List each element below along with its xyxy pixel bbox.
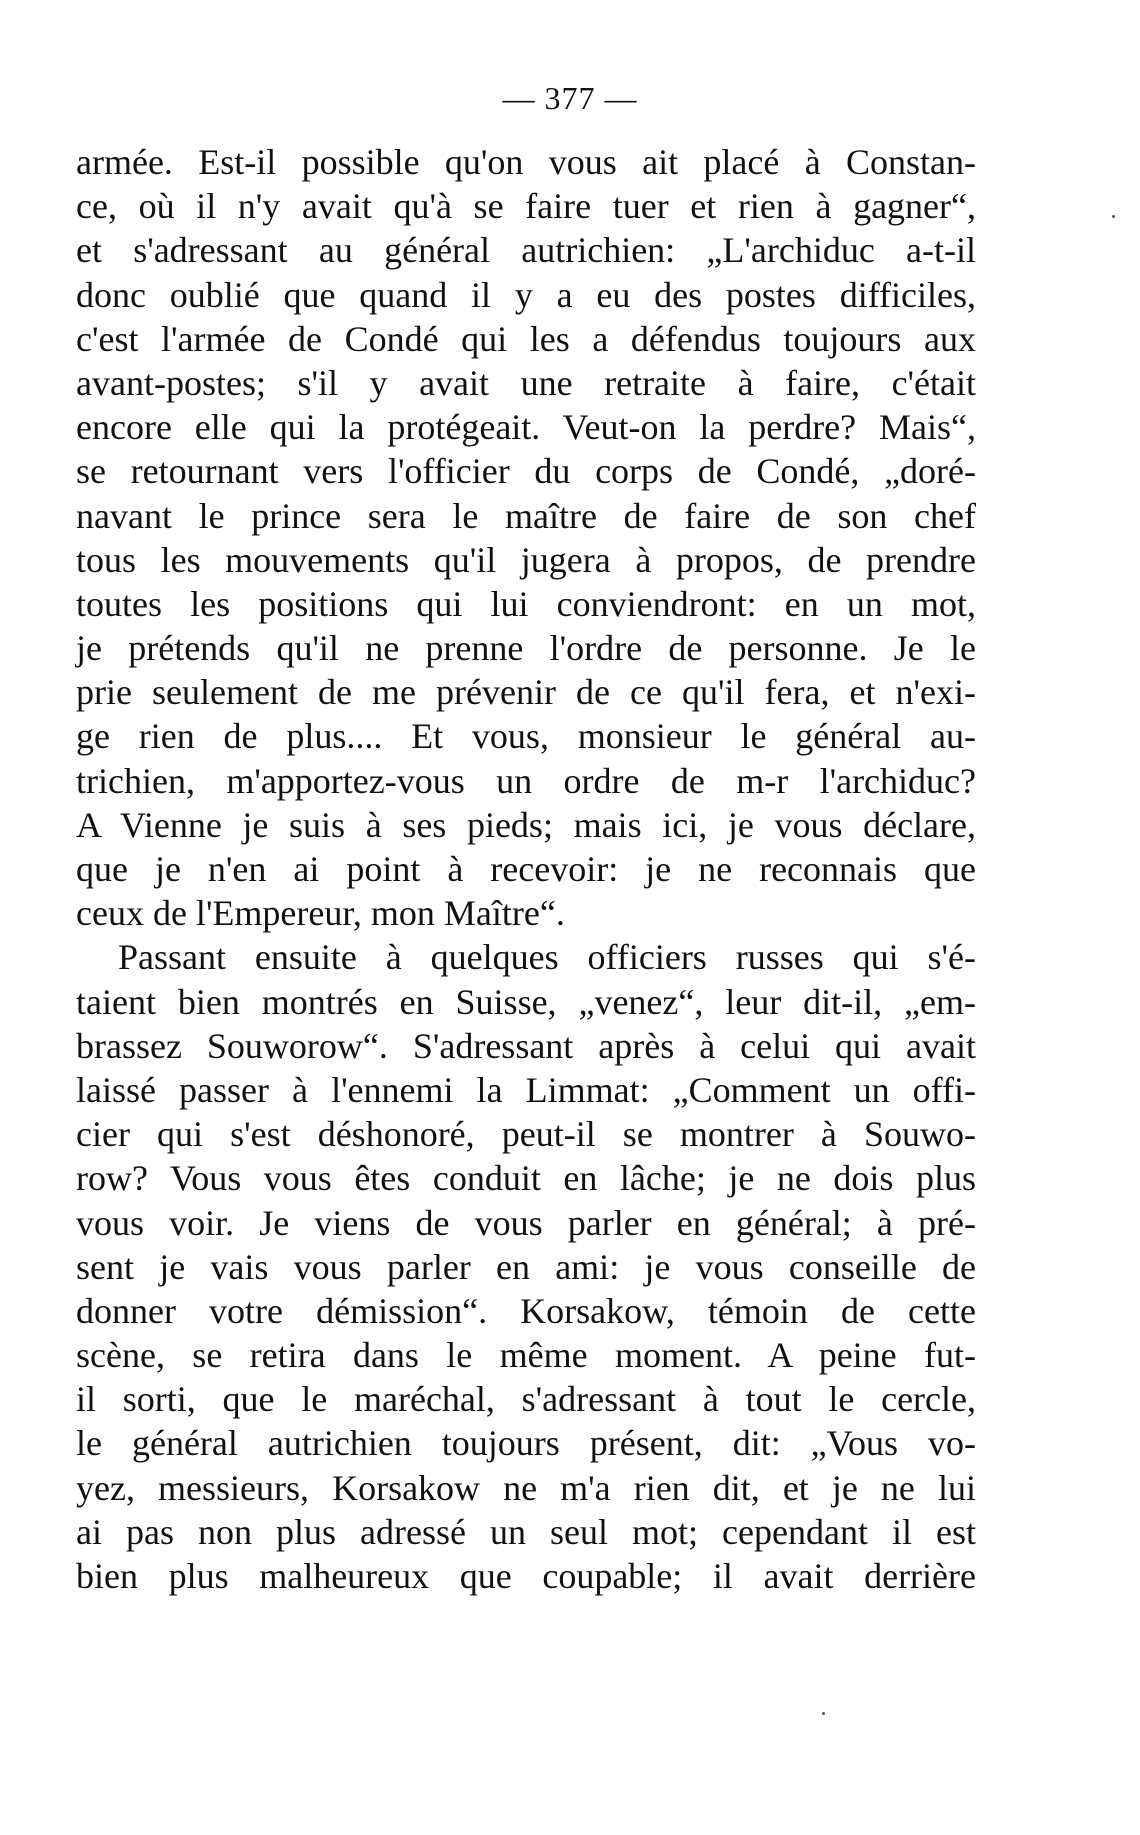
paragraph-1: [76, 140, 976, 935]
paragraph-2: [76, 935, 976, 1598]
text-line: tous les mouvements qu'il jugera à propos, de prendre: [76, 539, 976, 580]
text-line: toutes les positions qui lui conviendront: en un mot,: [76, 583, 976, 624]
text-line: je prétends qu'il ne prenne l'ordre de personne. Je le: [76, 628, 976, 669]
text-line: c'est l'armée de Condé qui les a défendus toujours aux: [76, 318, 976, 359]
text-line: ce, où il n'y avait qu'à se faire tuer et rien à gagner“,: [76, 186, 976, 227]
text-line: que je n'en ai point à recevoir: je ne reconnais que: [76, 849, 976, 889]
text-line: bien plus malheureux que coupable; il avait derrière: [76, 1556, 976, 1596]
text-line: brassez Souworow“. S'adressant après à celui qui avait: [76, 1025, 976, 1066]
text-line: row? Vous vous êtes conduit en lâche; je ne dois plus: [76, 1158, 976, 1199]
text-line: A Vienne je suis à ses pieds; mais ici, je vous déclare,: [76, 804, 976, 845]
scan-speck: [822, 1712, 825, 1715]
body-text: [76, 140, 976, 1598]
text-line: donner votre démission“. Korsakow, témoin de cette: [76, 1290, 976, 1331]
text-line: sent je vais vous parler en ami: je vous conseille de: [76, 1246, 976, 1287]
text-line: armée. Est-il possible qu'on vous ait placé à Constan-: [76, 142, 976, 182]
text-line: ai pas non plus adressé un seul mot; cependant il est: [76, 1511, 976, 1552]
text-line: prie seulement de me prévenir de ce qu'il fera, et n'exi-: [76, 672, 976, 713]
text-line: encore elle qui la protégeait. Veut-on la perdre? Mais“,: [76, 407, 976, 448]
text-line: trichien, m'apportez-vous un ordre de m-r l'archiduc?: [76, 760, 976, 801]
text-line: et s'adressant au général autrichien: „L'archiduc a-t-il: [76, 230, 976, 271]
page-number: — 377 —: [502, 80, 638, 116]
text-line: navant le prince sera le maître de faire de son chef: [76, 495, 976, 536]
text-line: vous voir. Je viens de vous parler en général; à pré-: [76, 1202, 976, 1243]
text-line: donc oublié que quand il y a eu des postes difficiles,: [76, 274, 976, 315]
text-line: le général autrichien toujours présent, dit: „Vous vo-: [76, 1423, 976, 1464]
scan-speck: [1112, 215, 1115, 218]
text-line: scène, se retira dans le même moment. A peine fut-: [76, 1335, 976, 1376]
text-line: taient bien montrés en Suisse, „venez“, leur dit-il, „em-: [76, 981, 976, 1022]
text-line: il sorti, que le maréchal, s'adressant à tout le cercle,: [76, 1379, 976, 1420]
text-line: cier qui s'est déshonoré, peut-il se montrer à Souwo-: [76, 1114, 976, 1155]
text-line: se retournant vers l'officier du corps de Condé, „doré-: [76, 451, 976, 492]
text-line: avant-postes; s'il y avait une retraite à faire, c'était: [76, 362, 976, 403]
text-line: Passant ensuite à quelques officiers russes qui s'é-: [118, 937, 976, 978]
text-line: ceux de l'Empereur, mon Maître“.: [76, 893, 565, 934]
text-line: ge rien de plus.... Et vous, monsieur le général au-: [76, 716, 976, 757]
text-line: yez, messieurs, Korsakow ne m'a rien dit, et je ne lui: [76, 1467, 976, 1508]
text-line: laissé passer à l'ennemi la Limmat: „Comment un offi-: [76, 1069, 976, 1110]
